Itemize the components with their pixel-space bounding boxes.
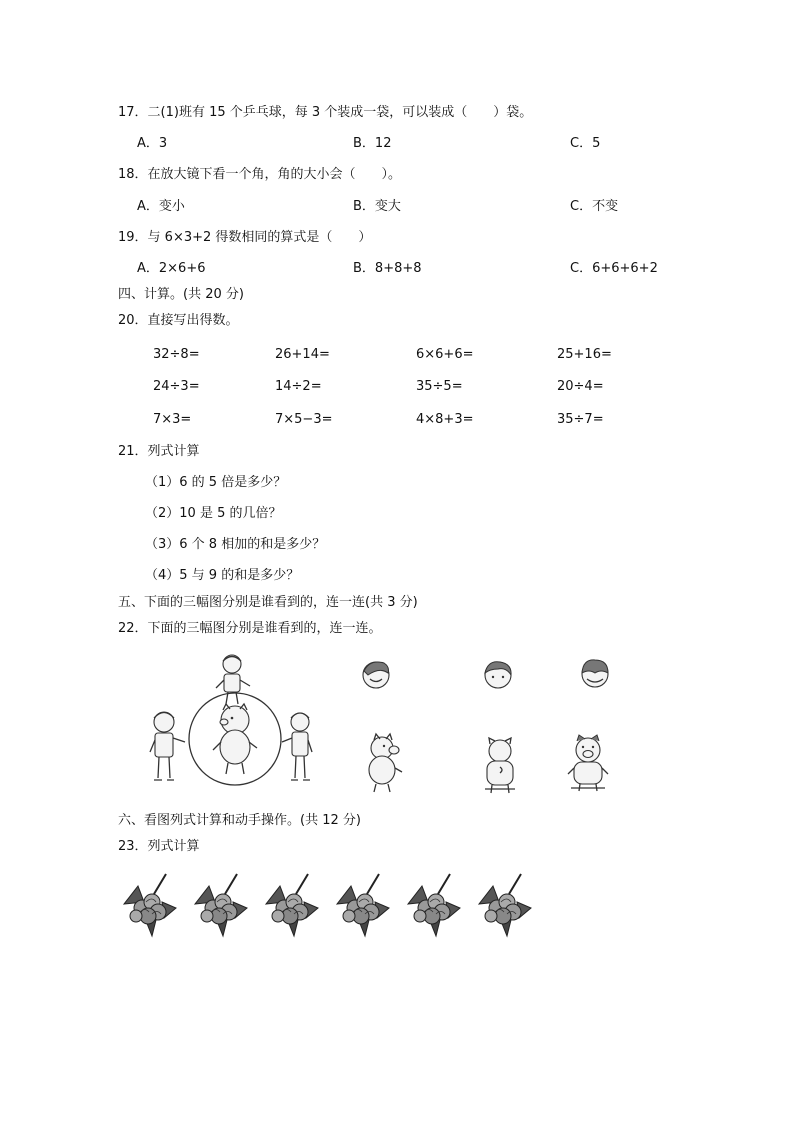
calc-item: 24÷3= [153,379,200,394]
fruit-bunch-row [118,872,558,942]
fruit-bunch-6 [473,872,535,938]
fruit-bunch-1 [118,872,180,938]
kid-head-back-view [575,655,615,691]
calc-item: 26+14= [275,347,330,362]
q17-option-c: C．5 [570,136,601,151]
question-19: 19．与 6×3+2 得数相同的算式是（ ） [118,230,372,245]
calc-item: 14÷2= [275,379,322,394]
fruit-bunch-4 [331,872,393,938]
q18-option-c: C．不变 [570,199,619,214]
calc-item: 4×8+3= [416,412,474,427]
pig-front-view [565,735,611,793]
question-23: 23．列式计算 [118,839,200,854]
question-21: 21．列式计算 [118,444,200,459]
kids-around-pig-illustration [140,652,330,792]
section-6-heading: 六、看图列式计算和动手操作。(共 12 分) [118,813,361,828]
q19-option-a: A．2×6+6 [137,261,206,276]
q18-option-b: B．变大 [353,199,401,214]
q19-option-b: B．8+8+8 [353,261,422,276]
question-17: 17．二(1)班有 15 个乒乓球，每 3 个装成一袋，可以装成（ ）袋。 [118,105,533,120]
q21-item-3: （3）6 个 8 相加的和是多少？ [145,537,326,552]
calc-item: 20÷4= [557,379,604,394]
kid-head-side-view-2 [478,657,518,691]
question-20: 20．直接写出得数。 [118,313,239,328]
q21-item-1: （1）6 的 5 倍是多少？ [145,475,287,490]
question-18: 18．在放大镜下看一个角，角的大小会（ ）。 [118,167,402,182]
q19-option-c: C．6+6+6+2 [570,261,658,276]
calc-item: 32÷8= [153,347,200,362]
pig-side-view [362,734,406,794]
calc-item: 35÷5= [416,379,463,394]
calc-item: 7×5−3= [275,412,333,427]
section-5-heading: 五、下面的三幅图分别是谁看到的，连一连(共 3 分) [118,595,418,610]
q17-option-b: B．12 [353,136,392,151]
q21-item-4: （4）5 与 9 的和是多少？ [145,568,300,583]
fruit-bunch-3 [260,872,322,938]
fruit-bunch-5 [402,872,464,938]
pig-back-view [480,737,520,795]
section-4-heading: 四、计算。(共 20 分) [118,287,244,302]
fruit-bunch-2 [189,872,251,938]
question-22: 22．下面的三幅图分别是谁看到的，连一连。 [118,621,382,636]
q21-item-2: （2）10 是 5 的几倍？ [145,506,282,521]
kid-head-side-view-1 [358,657,394,691]
q17-option-a: A．3 [137,136,168,151]
calc-item: 25+16= [557,347,612,362]
calc-item: 7×3= [153,412,192,427]
q18-option-a: A．变小 [137,199,185,214]
calc-item: 6×6+6= [416,347,474,362]
calc-item: 35÷7= [557,412,604,427]
